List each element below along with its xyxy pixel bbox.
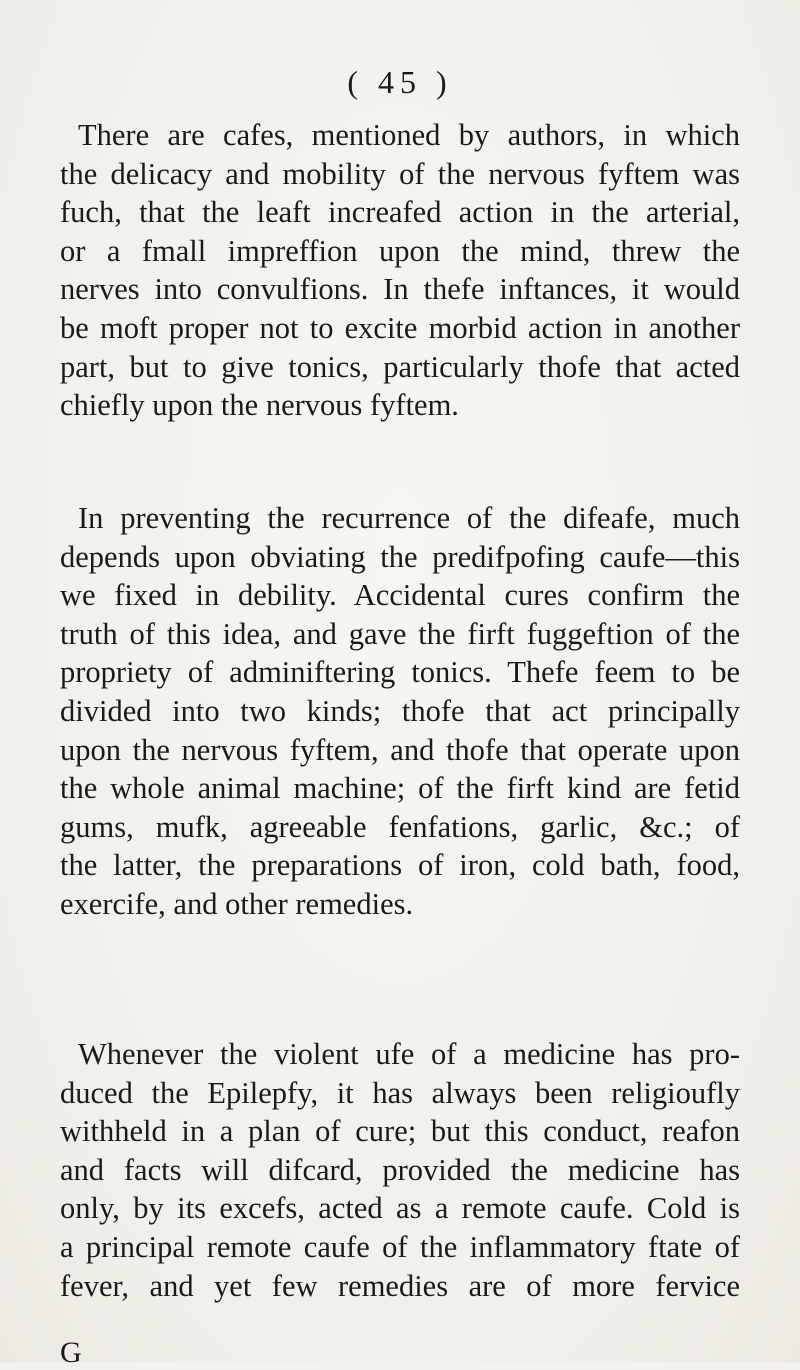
text-line: part, but to give tonics, particularly thofe that acted (60, 349, 740, 384)
text-line: only, by its excefs, acted as a remote caufe. Cold is (60, 1191, 740, 1226)
paragraph-3 (60, 1035, 740, 1305)
text-line: divided into two kinds; thofe that act principally (60, 693, 740, 728)
text-line: we fixed in debility. Accidental cures confirm the (60, 578, 740, 613)
text-line: In preventing the recurrence of the difeafe, much (78, 501, 740, 535)
text-line: There are cafes, mentioned by authors, in which (78, 118, 740, 152)
text-line: fever, and yet few remedies are of more fervice (60, 1268, 740, 1303)
text-line: Whenever the violent ufe of a medicine has pro- (78, 1037, 740, 1071)
paragraph-1 (60, 116, 740, 425)
text-line: gums, mufk, agreeable fenfations, garlic, &c.; of (60, 809, 740, 844)
text-line: or a fmall impreffion upon the mind, threw the (60, 233, 740, 268)
text-line: withheld in a plan of cure; but this conduct, reafon (60, 1114, 740, 1149)
text-line: the delicacy and mobility of the nervous fyftem was (60, 156, 740, 191)
text-line: and facts will difcard, provided the medicine has (60, 1152, 740, 1187)
text-line: a principal remote caufe of the inflammatory ftate of (60, 1229, 740, 1264)
text-line: exercife, and other remedies. (60, 886, 414, 921)
text-line: be moft proper not to excite morbid action in another (60, 310, 740, 345)
text-line: duced the Epilepfy, it has always been religioufly (60, 1075, 740, 1110)
text-line: depends upon obviating the predifpofing caufe—this (60, 539, 740, 574)
paragraph-2 (60, 499, 740, 924)
catchword: G (60, 1336, 82, 1369)
text-line: chiefly upon the nervous fyftem. (60, 388, 459, 423)
text-line: truth of this idea, and gave the firft fuggeftion of the (60, 616, 740, 651)
text-line: the whole animal machine; of the firft kind are fetid (60, 771, 740, 806)
text-line: upon the nervous fyftem, and thofe that operate upon (60, 732, 740, 767)
text-line: nerves into convulfions. In thefe inftances, it would (60, 272, 740, 307)
text-line: the latter, the preparations of iron, cold bath, food, (60, 848, 740, 883)
text-line: fuch, that the leaft increafed action in the arterial, (60, 195, 740, 230)
page-number: ( 45 ) (347, 64, 453, 100)
text-line: propriety of adminiftering tonics. Thefe feem to be (60, 655, 740, 690)
